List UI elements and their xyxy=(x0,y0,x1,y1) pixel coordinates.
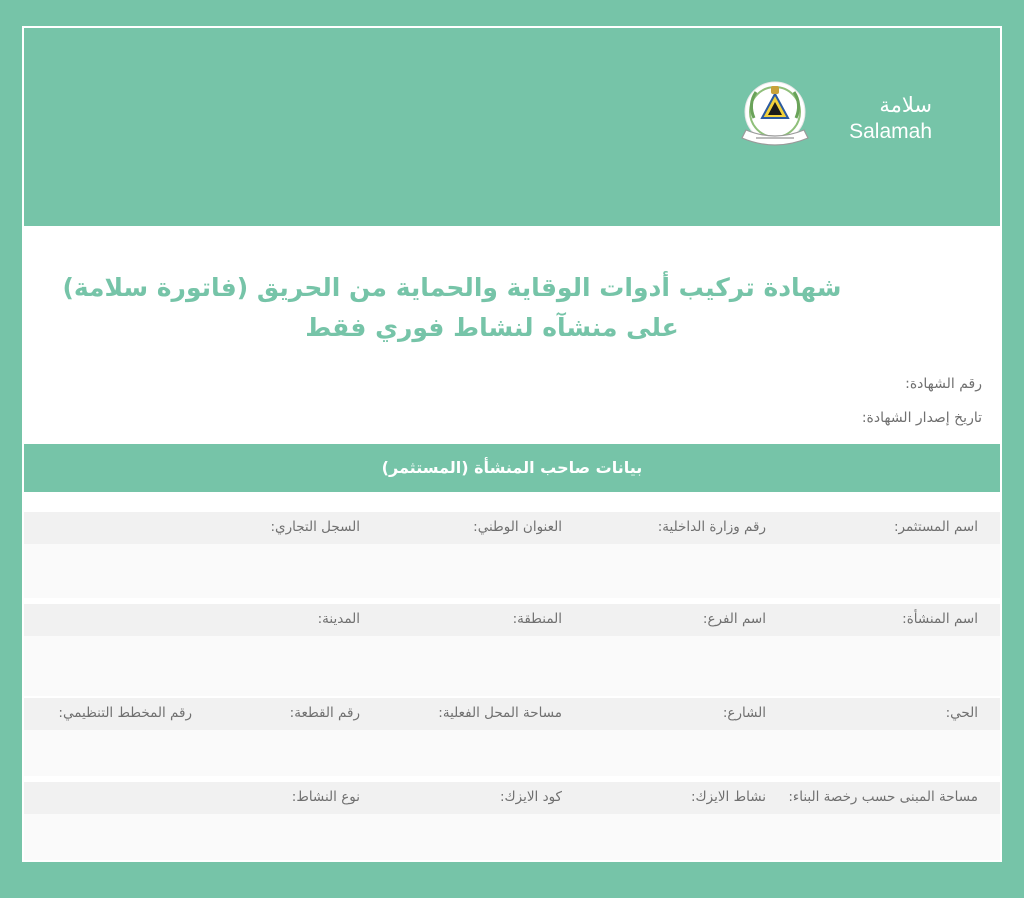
commercial-register-label: السجل التجاري: xyxy=(270,519,360,535)
certificate-frame xyxy=(22,26,1002,862)
street-label: الشارع: xyxy=(722,705,766,721)
national-address-label: العنوان الوطني: xyxy=(473,519,562,535)
branch-name-label: اسم الفرع: xyxy=(702,611,766,627)
isic-activity-label: نشاط الايزك: xyxy=(690,789,766,805)
field-row xyxy=(24,512,1000,544)
civil-defense-emblem-icon xyxy=(734,78,816,156)
title-line-2: على منشآه لنشاط فوري فقط xyxy=(305,313,679,342)
moi-number-label: رقم وزارة الداخلية: xyxy=(657,519,766,535)
certificate-issue-date-label: تاريخ إصدار الشهادة: xyxy=(861,410,982,426)
field-row xyxy=(24,782,1000,814)
field-row-values xyxy=(24,636,1000,696)
district-label: الحي: xyxy=(945,705,978,721)
region-label: المنطقة: xyxy=(512,611,562,627)
field-row-values xyxy=(24,730,1000,776)
header-banner xyxy=(24,28,1000,226)
brand-name xyxy=(849,92,932,146)
certificate-number-label: رقم الشهادة: xyxy=(905,376,982,392)
field-row-values xyxy=(24,814,1000,860)
title-line-1: شهادة تركيب أدوات الوقاية والحماية من الحريق (فاتورة سلامة) xyxy=(62,273,842,302)
plot-number-label: رقم القطعة: xyxy=(289,705,360,721)
facility-name-label: اسم المنشأة: xyxy=(902,611,978,627)
actual-shop-area-label: مساحة المحل الفعلية: xyxy=(438,705,562,721)
certificate-title xyxy=(24,268,1000,348)
activity-type-label: نوع النشاط: xyxy=(291,789,360,805)
city-label: المدينة: xyxy=(317,611,360,627)
owner-section-header: بيانات صاحب المنشأة (المستثمر) xyxy=(24,444,1000,492)
field-row xyxy=(24,604,1000,636)
isic-code-label: كود الايزك: xyxy=(499,789,562,805)
brand-name-arabic: سلامة xyxy=(879,93,932,117)
building-area-label: مساحة المبنى حسب رخصة البناء: xyxy=(788,789,978,805)
brand-name-english: Salamah xyxy=(849,120,932,143)
plan-number-label: رقم المخطط التنظيمي: xyxy=(58,705,192,721)
field-row-values xyxy=(24,544,1000,598)
investor-name-label: اسم المستثمر: xyxy=(894,519,978,535)
certificate-body xyxy=(24,226,1000,860)
field-row xyxy=(24,698,1000,730)
